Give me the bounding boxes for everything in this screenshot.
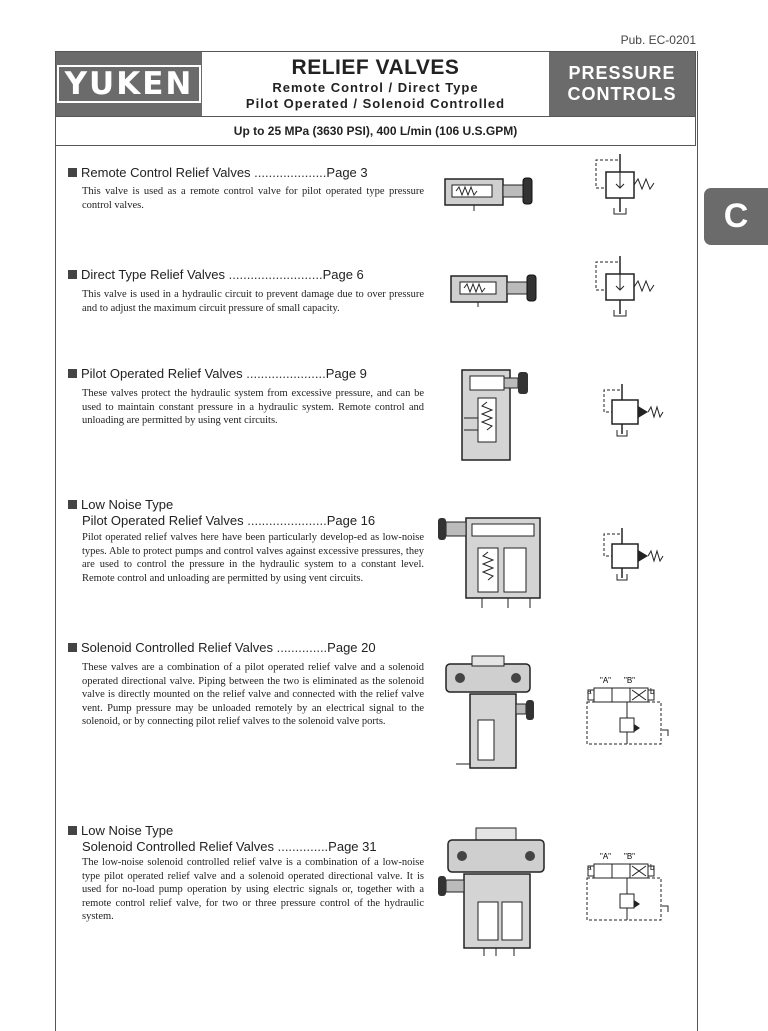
section-heading[interactable]: Direct Type Relief Valves ..........................Page 6 bbox=[68, 267, 424, 283]
bullet-square bbox=[68, 826, 77, 835]
page-reference: Page 3 bbox=[326, 165, 368, 180]
port-a-label: "A" bbox=[600, 676, 612, 685]
bullet-square bbox=[68, 270, 77, 279]
bullet-square bbox=[68, 500, 77, 509]
page-reference: Page 9 bbox=[325, 366, 367, 381]
catalog-header bbox=[55, 51, 696, 117]
bullet-square bbox=[68, 643, 77, 652]
port-a-label: "A" bbox=[600, 852, 612, 861]
solenoid-b-label: b bbox=[650, 687, 655, 696]
publication-number: Pub. EC-0201 bbox=[620, 33, 696, 47]
section-description: The low-noise solenoid controlled relief valve is a combination of a low-noise type pilot operated relief valve and a solenoid operated directional valve. It is used for no-load pump operation by using electric signals or, together with a remote control relief valve, for two or three pressure control of the hydraulic system. bbox=[82, 857, 424, 923]
section-solenoid-controlled bbox=[68, 640, 424, 729]
section-remote-control bbox=[68, 165, 424, 212]
port-b-label: "B" bbox=[624, 852, 636, 861]
pilot-relief-valve-symbol bbox=[594, 524, 674, 584]
solenoid-controlled-valve-drawing bbox=[442, 654, 534, 772]
section-tab-c[interactable]: C bbox=[704, 188, 768, 245]
pilot-operated-valve-drawing bbox=[460, 368, 534, 462]
solenoid-relief-valve-symbol bbox=[584, 850, 680, 922]
direct-type-valve-drawing bbox=[450, 273, 538, 307]
section-description: This valve is used in a hydraulic circuit to prevent damage due to over pressure and to adjust the maximum circuit pressure of small capacity. bbox=[82, 289, 424, 314]
page-reference: Page 16 bbox=[326, 513, 376, 528]
category-line-1: PRESSURE bbox=[568, 63, 676, 83]
relief-valve-symbol bbox=[588, 152, 668, 218]
section-low-noise-pilot bbox=[68, 497, 424, 585]
page-reference: Page 6 bbox=[322, 267, 364, 282]
category-box bbox=[549, 52, 695, 116]
low-noise-solenoid-valve-drawing bbox=[438, 826, 550, 956]
category-line-2: CONTROLS bbox=[567, 84, 677, 104]
section-description: These valves are a combination of a pilot operated relief valve and a solenoid operated directional valve. Piping between the two is eliminated as the solenoid valve is directly mounted on the relief valve and connected with the relief valve vent. Pump pressure may be unloaded remotely by an electrical signal to the solenoid, or by connecting pilot relief valves to the solenoid valve ports. bbox=[82, 662, 424, 728]
section-description: This valve is used as a remote control valve for pilot operated type pressure control valves. bbox=[82, 186, 424, 211]
section-description: These valves protect the hydraulic system from excessive pressure, and can be used to maintain constant pressure in a hydraulic system. Remote control and unloading are permitted by using vent circuits. bbox=[82, 388, 424, 427]
yuken-logo bbox=[56, 52, 202, 116]
title-box bbox=[202, 52, 549, 116]
section-pilot-operated bbox=[68, 366, 424, 428]
section-heading[interactable]: Low Noise Type bbox=[68, 497, 424, 513]
port-b-label: "B" bbox=[624, 676, 636, 685]
section-description: Pilot operated relief valves here have been particularly develop-ed as low-noise types. Able to protect pumps and control valves against excessive pressures, they are used to control the pressure in the hydraulic system to a constant level. Remote control and unloading are permitted by using vent circuits. bbox=[82, 532, 424, 584]
section-heading-line-2[interactable]: Solenoid Controlled Relief Valves ..............Page 31 bbox=[82, 839, 377, 854]
section-heading[interactable]: Pilot Operated Relief Valves ......................Page 9 bbox=[68, 366, 424, 382]
section-heading[interactable]: Solenoid Controlled Relief Valves ..............Page 20 bbox=[68, 640, 424, 656]
relief-valve-symbol bbox=[588, 254, 668, 320]
rating-bar: Up to 25 MPa (3630 PSI), 400 L/min (106 U.S.GPM) bbox=[55, 117, 696, 146]
page-reference: Page 20 bbox=[327, 640, 376, 655]
page-reference: Page 31 bbox=[328, 839, 377, 854]
page-subtitle-1: Remote Control / Direct Type bbox=[272, 80, 479, 95]
section-heading-line-2[interactable]: Pilot Operated Relief Valves ......................Page 16 bbox=[82, 513, 376, 528]
bullet-square bbox=[68, 168, 77, 177]
solenoid-b-label: b bbox=[650, 863, 655, 872]
low-noise-pilot-valve-drawing bbox=[438, 514, 548, 610]
section-heading[interactable]: Remote Control Relief Valves ....................Page 3 bbox=[68, 165, 424, 181]
pilot-relief-valve-symbol bbox=[594, 380, 674, 440]
solenoid-a-label: a bbox=[587, 863, 592, 872]
section-heading[interactable]: Low Noise Type bbox=[68, 823, 424, 839]
remote-control-valve-drawing bbox=[444, 175, 536, 211]
bullet-square bbox=[68, 369, 77, 378]
solenoid-a-label: a bbox=[587, 687, 592, 696]
page-title: RELIEF VALVES bbox=[291, 56, 460, 79]
section-direct-type bbox=[68, 267, 424, 315]
logo-text: YUKEN bbox=[57, 65, 202, 103]
solenoid-relief-valve-symbol bbox=[584, 674, 680, 746]
page-subtitle-2: Pilot Operated / Solenoid Controlled bbox=[245, 96, 506, 111]
section-low-noise-solenoid bbox=[68, 823, 424, 924]
